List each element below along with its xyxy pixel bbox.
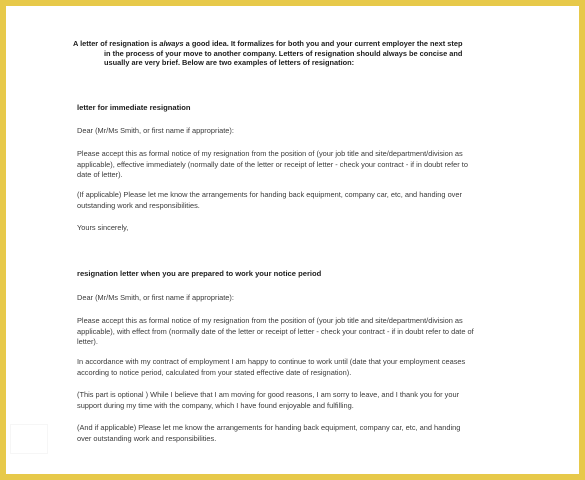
intro-line-2: in the process of your move to another company. Letters of resignation should always be concise and	[104, 48, 463, 58]
letter2-p1-line-3: letter).	[77, 337, 98, 346]
letter2-p1-line-1: Please accept this as formal notice of my resignation from the position of (your job title and site/department/division as	[77, 316, 463, 325]
letter1-paragraph-1	[77, 149, 468, 181]
letter2-p3-line-1: (This part is optional ) While I believe that I am moving for good reasons, I am sorry to leave, and I thank you for your	[77, 390, 460, 399]
letter1-p2-line-1: (If applicable) Please let me know the arrangements for handing back equipment, company car, etc, and handing over	[77, 190, 462, 199]
intro-text-b: a good idea. It formalizes for both you and your current employer the next step	[183, 39, 463, 48]
letter2-p3-line-2: support during my time with the company, which I have found enjoyable and fulfilling.	[77, 400, 354, 410]
letter1-p1-line-3: date of letter).	[77, 170, 123, 179]
letter2-p4-line-1: (And if applicable) Please let me know the arrangements for handing back equipment, company car, etc, and handing	[77, 423, 461, 432]
intro-emphasis: always	[159, 39, 184, 48]
letter2-p1-line-2: applicable), with effect from (normally date of the letter or receipt of letter - check your contract - if in doubt refer to date of	[77, 326, 474, 336]
letter1-p2-line-2: outstanding work and responsibilities.	[77, 200, 200, 210]
letter1-salutation: Dear (Mr/Ms Smith, or first name if appropriate):	[77, 126, 234, 135]
intro-paragraph	[73, 39, 462, 68]
document-page	[6, 6, 579, 474]
intro-text-a: A letter of resignation is	[73, 39, 160, 48]
watermark-mark	[10, 424, 48, 454]
letter1-p1-line-1: Please accept this as formal notice of my resignation from the position of (your job title and site/department/division as	[77, 149, 463, 158]
letter1-p1-line-2: applicable), effective immediately (normally date of the letter or receipt of letter - check your contract - if in doubt refer to	[77, 159, 468, 169]
letter2-heading: resignation letter when you are prepared to work your notice period	[77, 269, 322, 278]
letter2-paragraph-4	[77, 423, 460, 444]
letter1-heading: letter for immediate resignation	[77, 103, 191, 112]
letter2-paragraph-1	[77, 316, 474, 348]
intro-line-1	[73, 39, 462, 48]
intro-line-3: usually are very brief. Below are two examples of letters of resignation:	[104, 58, 355, 67]
letter2-p2-line-2: according to notice period, calculated from your stated effective date of resignation).	[77, 367, 352, 377]
letter1-paragraph-2	[77, 190, 462, 211]
letter2-salutation: Dear (Mr/Ms Smith, or first name if appropriate):	[77, 293, 234, 302]
letter2-paragraph-3	[77, 390, 459, 411]
letter2-paragraph-2	[77, 357, 465, 378]
letter1-closing: Yours sincerely,	[77, 223, 129, 232]
letter2-p4-line-2: over outstanding work and responsibilities.	[77, 433, 217, 443]
letter2-p2-line-1: In accordance with my contract of employment I am happy to continue to work until (date that your employment ceases	[77, 357, 466, 366]
